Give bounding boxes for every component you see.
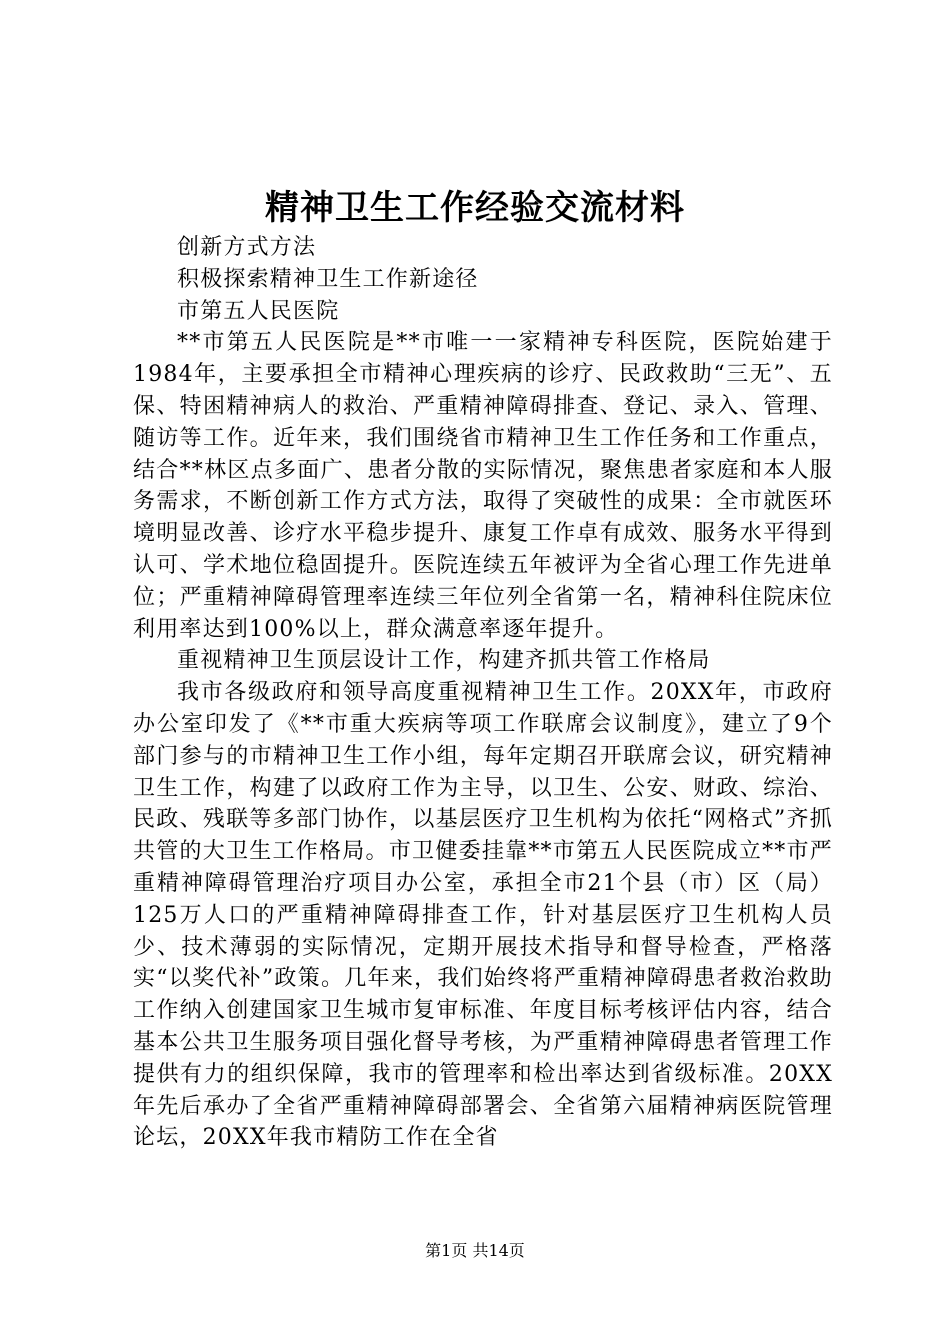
subheading-innovation: 创新方式方法 [177, 235, 317, 260]
page-number-footer: 第1页 共14页 [425, 1241, 525, 1260]
document-body [133, 232, 833, 1154]
paragraph-government-support: 我市各级政府和领导高度重视精神卫生工作。20XX年，市政府办公室印发了《**市重大疾病等项工作联席会议制度》，建立了9个部门参与的市精神卫生工作小组，每年定期召开联席会议，研究精神卫生工作，构建了以政府工作为主导，以卫生、公安、财政、综治、民政、残联等多部门协作，以基层医疗卫生机构为依托“网格式”齐抓共管的大卫生工作格局。市卫健委挂靠**市第五人民医院成立**市严重精神障碍管理治疗项目办公室，承担全市21个县（市）区（局）125万人口的严重精神障碍排查工作，针对基层医疗卫生机构人员少、技术薄弱的实际情况，定期开展技术指导和督导检查，严格落实“以奖代补”政策。几年来，我们始终将严重精神障碍患者救治救助工作纳入创建国家卫生城市复审标准、年度目标考核评估内容，结合基本公共卫生服务项目强化督导考核，为严重精神障碍患者管理工作提供有力的组织保障，我市的管理率和检出率达到省级标准。20XX年先后承办了全省严重精神障碍部署会、全省第六届精神病医院管理论坛，20XX年我市精防工作在全省 [133, 680, 833, 1151]
author-organization: 市第五人民医院 [177, 298, 340, 324]
section-heading-top-level-design: 重视精神卫生顶层设计工作，构建齐抓共管工作格局 [177, 648, 711, 674]
document-title: 精神卫生工作经验交流材料 [265, 188, 685, 228]
paragraph-hospital-overview: **市第五人民医院是**市唯一一家精神专科医院，医院始建于1984年，主要承担全市精神心理疾病的诊疗、民政救助“三无”、五保、特困精神病人的救治、严重精神障碍排查、登记、录入、管理、随访等工作。近年来，我们围绕省市精神卫生工作任务和工作重点，结合**林区点多面广、患者分散的实际情况，聚焦患者家庭和本人服务需求，不断创新工作方式方法，取得了突破性的成果：全市就医环境明显改善、诊疗水平稳步提升、康复工作卓有成效、服务水平得到认可、学术地位稳固提升。医院连续五年被评为全省心理工作先进单位；严重精神障碍管理率连续三年位列全省第一名，精神科住院床位利用率达到100%以上，群众满意率逐年提升。 [133, 330, 833, 642]
subheading-explore: 积极探索精神卫生工作新途径 [177, 266, 479, 292]
